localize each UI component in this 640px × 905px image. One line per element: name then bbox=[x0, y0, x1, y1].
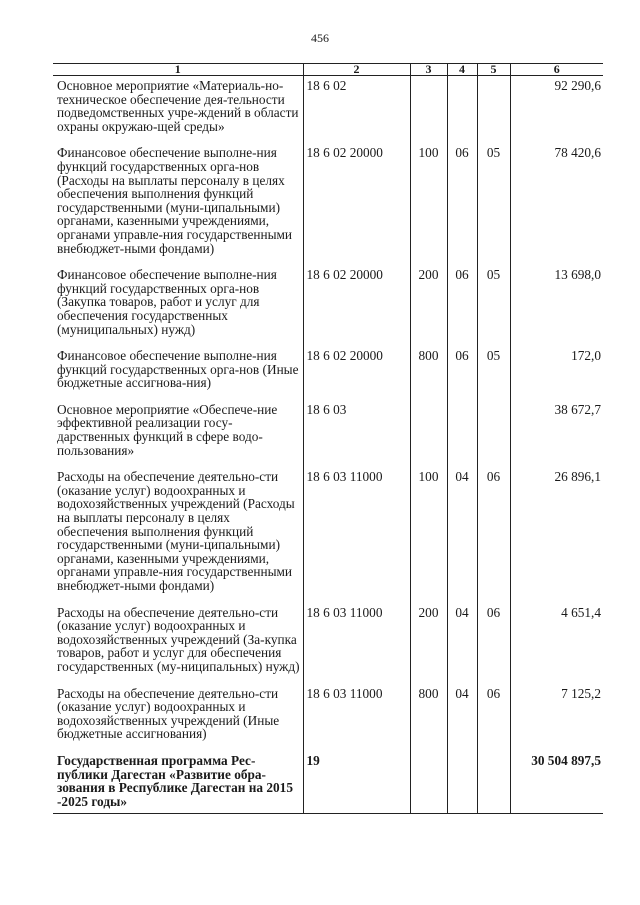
row-sum: 26 896,1 bbox=[510, 470, 603, 605]
row-code: 18 6 02 20000 bbox=[303, 349, 410, 403]
row-sum: 13 698,0 bbox=[510, 268, 603, 349]
row-rz bbox=[447, 403, 477, 470]
row-code: 18 6 02 20000 bbox=[303, 146, 410, 268]
row-sum: 7 125,2 bbox=[510, 687, 603, 754]
column-header: 2 bbox=[303, 64, 410, 76]
column-header: 3 bbox=[410, 64, 447, 76]
row-rz: 06 bbox=[447, 268, 477, 349]
row-name: Основное мероприятие «Обеспече-ние эффективной реализации госу-дарственных функций в сфере водо-пользования» bbox=[57, 401, 278, 458]
row-name: Расходы на обеспечение деятельно-сти (оказание услуг) водоохранных и водохозяйственных учреждений (За-купка товаров, работ и услуг для обеспечения государственных (му-ниципальных) нужд) bbox=[57, 604, 300, 674]
row-vr: 800 bbox=[410, 687, 447, 754]
row-pr bbox=[477, 76, 510, 147]
table-row bbox=[53, 470, 603, 605]
table-row bbox=[53, 268, 603, 349]
row-pr: 05 bbox=[477, 349, 510, 403]
row-sum: 30 504 897,5 bbox=[510, 754, 603, 814]
row-name: Финансовое обеспечение выполне-ния функций государственных орга-нов (Расходы на выплаты персоналу в целях обеспечения выполнения функций государственными (муни-ципальными) органами, казенными учреждениями, органами управле-ния государственными внебюджет-ными фондами) bbox=[57, 145, 293, 256]
row-vr bbox=[410, 76, 447, 147]
column-header: 6 bbox=[510, 64, 603, 76]
table-row bbox=[53, 687, 603, 754]
row-vr: 100 bbox=[410, 146, 447, 268]
budget-table bbox=[53, 63, 603, 814]
row-sum: 92 290,6 bbox=[510, 76, 603, 147]
row-pr: 05 bbox=[477, 146, 510, 268]
row-rz: 06 bbox=[447, 349, 477, 403]
row-pr: 06 bbox=[477, 606, 510, 687]
row-name: Финансовое обеспечение выполне-ния функций государственных орга-нов (Иные бюджетные ассигнова-ния) bbox=[57, 348, 299, 391]
table-row bbox=[53, 76, 603, 147]
page-number: 456 bbox=[311, 31, 329, 45]
table-header-row bbox=[53, 64, 603, 76]
row-vr: 800 bbox=[410, 349, 447, 403]
column-header: 1 bbox=[53, 64, 303, 76]
table-row bbox=[53, 146, 603, 268]
row-name: Финансовое обеспечение выполне-ния функций государственных орга-нов (Закупка товаров, работ и услуг для обеспечения государственных (муниципальных) нужд) bbox=[57, 267, 277, 337]
row-pr bbox=[477, 754, 510, 814]
row-code: 18 6 03 11000 bbox=[303, 687, 410, 754]
row-sum: 4 651,4 bbox=[510, 606, 603, 687]
row-name: Расходы на обеспечение деятельно-сти (оказание услуг) водоохранных и водохозяйственных учреждений (Иные бюджетные ассигнования) bbox=[57, 685, 280, 742]
row-vr: 200 bbox=[410, 606, 447, 687]
row-rz bbox=[447, 754, 477, 814]
row-code: 18 6 02 bbox=[303, 76, 410, 147]
row-code: 19 bbox=[303, 754, 410, 814]
column-header: 4 bbox=[447, 64, 477, 76]
row-pr: 06 bbox=[477, 470, 510, 605]
row-sum: 172,0 bbox=[510, 349, 603, 403]
row-rz: 04 bbox=[447, 470, 477, 605]
row-vr bbox=[410, 403, 447, 470]
row-sum: 38 672,7 bbox=[510, 403, 603, 470]
row-vr: 200 bbox=[410, 268, 447, 349]
table-row bbox=[53, 403, 603, 470]
row-name: Основное мероприятие «Материаль-но-техническое обеспечение дея-тельности подведомственных учре-ждений в области охраны окружаю-щей среды» bbox=[57, 78, 299, 134]
row-code: 18 6 03 bbox=[303, 403, 410, 470]
row-rz: 04 bbox=[447, 687, 477, 754]
row-code: 18 6 02 20000 bbox=[303, 268, 410, 349]
row-pr: 06 bbox=[477, 687, 510, 754]
row-pr bbox=[477, 403, 510, 470]
table-row bbox=[53, 349, 603, 403]
row-vr: 100 bbox=[410, 470, 447, 605]
row-code: 18 6 03 11000 bbox=[303, 606, 410, 687]
row-pr: 05 bbox=[477, 268, 510, 349]
row-rz: 06 bbox=[447, 146, 477, 268]
row-name: Государственная программа Рес-публики Дагестан «Развитие обра-зования в Республике Дагестан на 2015 -2025 годы» bbox=[53, 754, 303, 814]
column-header: 5 bbox=[477, 64, 510, 76]
table-row bbox=[53, 606, 603, 687]
row-sum: 78 420,6 bbox=[510, 146, 603, 268]
row-code: 18 6 03 11000 bbox=[303, 470, 410, 605]
table-row-program-total bbox=[53, 754, 603, 814]
row-rz bbox=[447, 76, 477, 147]
row-rz: 04 bbox=[447, 606, 477, 687]
row-name: Расходы на обеспечение деятельно-сти (оказание услуг) водоохранных и водохозяйственных учреждений (Расходы на выплаты персоналу в целях обеспечения выполнения функций государственными (муни-ципальными) органами, казенными учреждениями, органами управле-ния государственными внебюджет-ными фондами) bbox=[57, 469, 295, 593]
row-vr bbox=[410, 754, 447, 814]
